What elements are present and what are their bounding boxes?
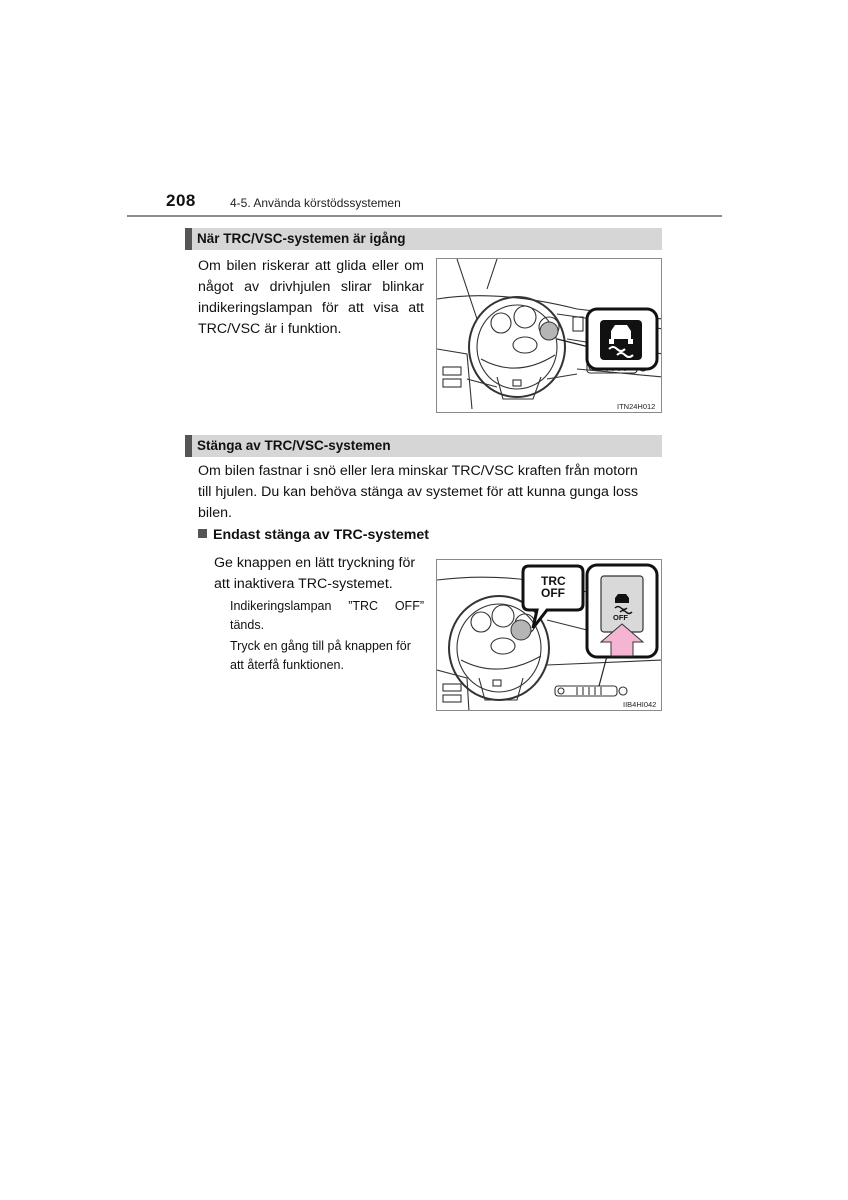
text-line: att återfå funktionen. (230, 658, 344, 672)
section-heading-text: När TRC/VSC-systemen är igång (197, 231, 406, 246)
text-line: Om bilen fastnar i snö eller lera minskar TRC/VSC kraften från motorn (198, 463, 638, 479)
callout-line: TRC (541, 574, 566, 588)
text-line: till hjulen. Du kan behöva stänga av systemet för att kunna gunga loss (198, 484, 639, 500)
text-line: Om bilen riskerar att glida eller om (198, 258, 424, 274)
subsection-heading (198, 527, 429, 543)
figure-code: ITN24H012 (617, 402, 656, 411)
header-rule (127, 215, 722, 217)
page-number: 208 (166, 191, 196, 210)
subsection-paragraph (214, 553, 428, 595)
figure-code: IIB4HI042 (623, 700, 657, 709)
trc-off-callout-text (541, 575, 565, 599)
text-line: att inaktivera TRC-systemet. (214, 576, 393, 592)
figure-steering-wheel-indicator (436, 258, 662, 413)
slip-indicator-icon (600, 320, 642, 360)
section-heading-turn-off-trc-vsc (185, 435, 662, 457)
figure-trc-off-button (436, 559, 662, 711)
text-line: TRC/VSC är i funktion. (198, 321, 342, 337)
text-line: indikeringslampan för att visa att (198, 300, 424, 316)
text-line: tänds. (230, 618, 265, 632)
note-press-again (230, 637, 430, 675)
text-line: något av drivhjulen slirar blinkar (198, 279, 424, 295)
text-line: bilen. (198, 505, 232, 521)
section2-paragraph (198, 461, 660, 524)
section1-paragraph (198, 256, 424, 340)
dashboard-illustration (437, 259, 662, 413)
subsection-heading-text: Endast stänga av TRC-systemet (213, 527, 430, 543)
note-indicator-lights (230, 597, 424, 635)
square-bullet-icon (198, 529, 207, 538)
text-line: Indikeringslampan ”TRC OFF” (230, 599, 424, 613)
section-heading-text: Stänga av TRC/VSC-systemen (197, 438, 391, 453)
text-line: Tryck en gång till på knappen för (230, 639, 411, 653)
button-off-label: OFF (613, 613, 628, 622)
callout-line: OFF (541, 586, 565, 600)
text-line: Ge knappen en lätt tryckning för (214, 555, 416, 571)
section-heading-trc-vsc-active (185, 228, 662, 250)
chapter-title: 4-5. Använda körstödssystemen (230, 196, 401, 210)
